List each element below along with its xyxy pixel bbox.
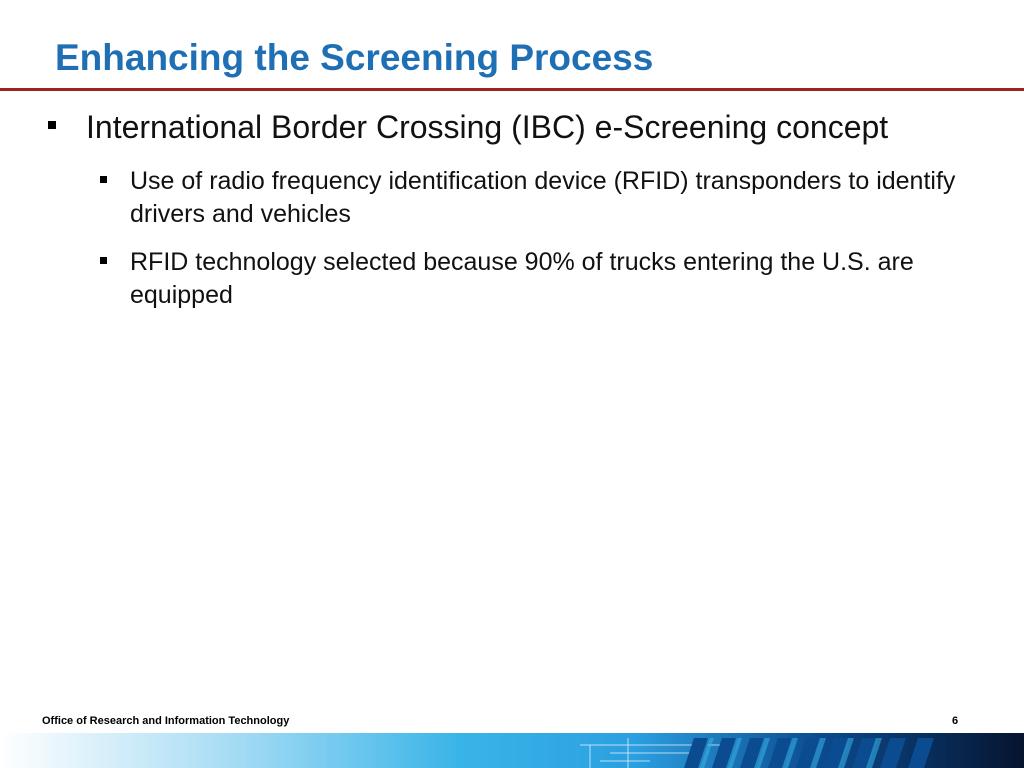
page-number: 6 bbox=[952, 715, 959, 727]
sub-bullet-text: RFID technology selected because 90% of trucks entering the U.S. are equipped bbox=[130, 248, 914, 309]
footer-decorative-band bbox=[0, 733, 1024, 768]
sub-bullet-text: Use of radio frequency identification device (RFID) transponders to identify drivers and vehicles bbox=[130, 167, 956, 228]
square-bullet-icon bbox=[48, 121, 56, 129]
title-divider bbox=[0, 88, 1024, 91]
footer-band-graphic bbox=[0, 733, 1024, 768]
square-bullet-icon bbox=[100, 257, 107, 264]
bullet-text: International Border Crossing (IBC) e-Screening concept bbox=[86, 109, 889, 145]
footer-organization: Office of Research and Information Technology bbox=[42, 715, 290, 727]
square-bullet-icon bbox=[100, 176, 107, 183]
stripe-pattern bbox=[684, 738, 934, 768]
slide-title: Enhancing the Screening Process bbox=[55, 37, 654, 78]
